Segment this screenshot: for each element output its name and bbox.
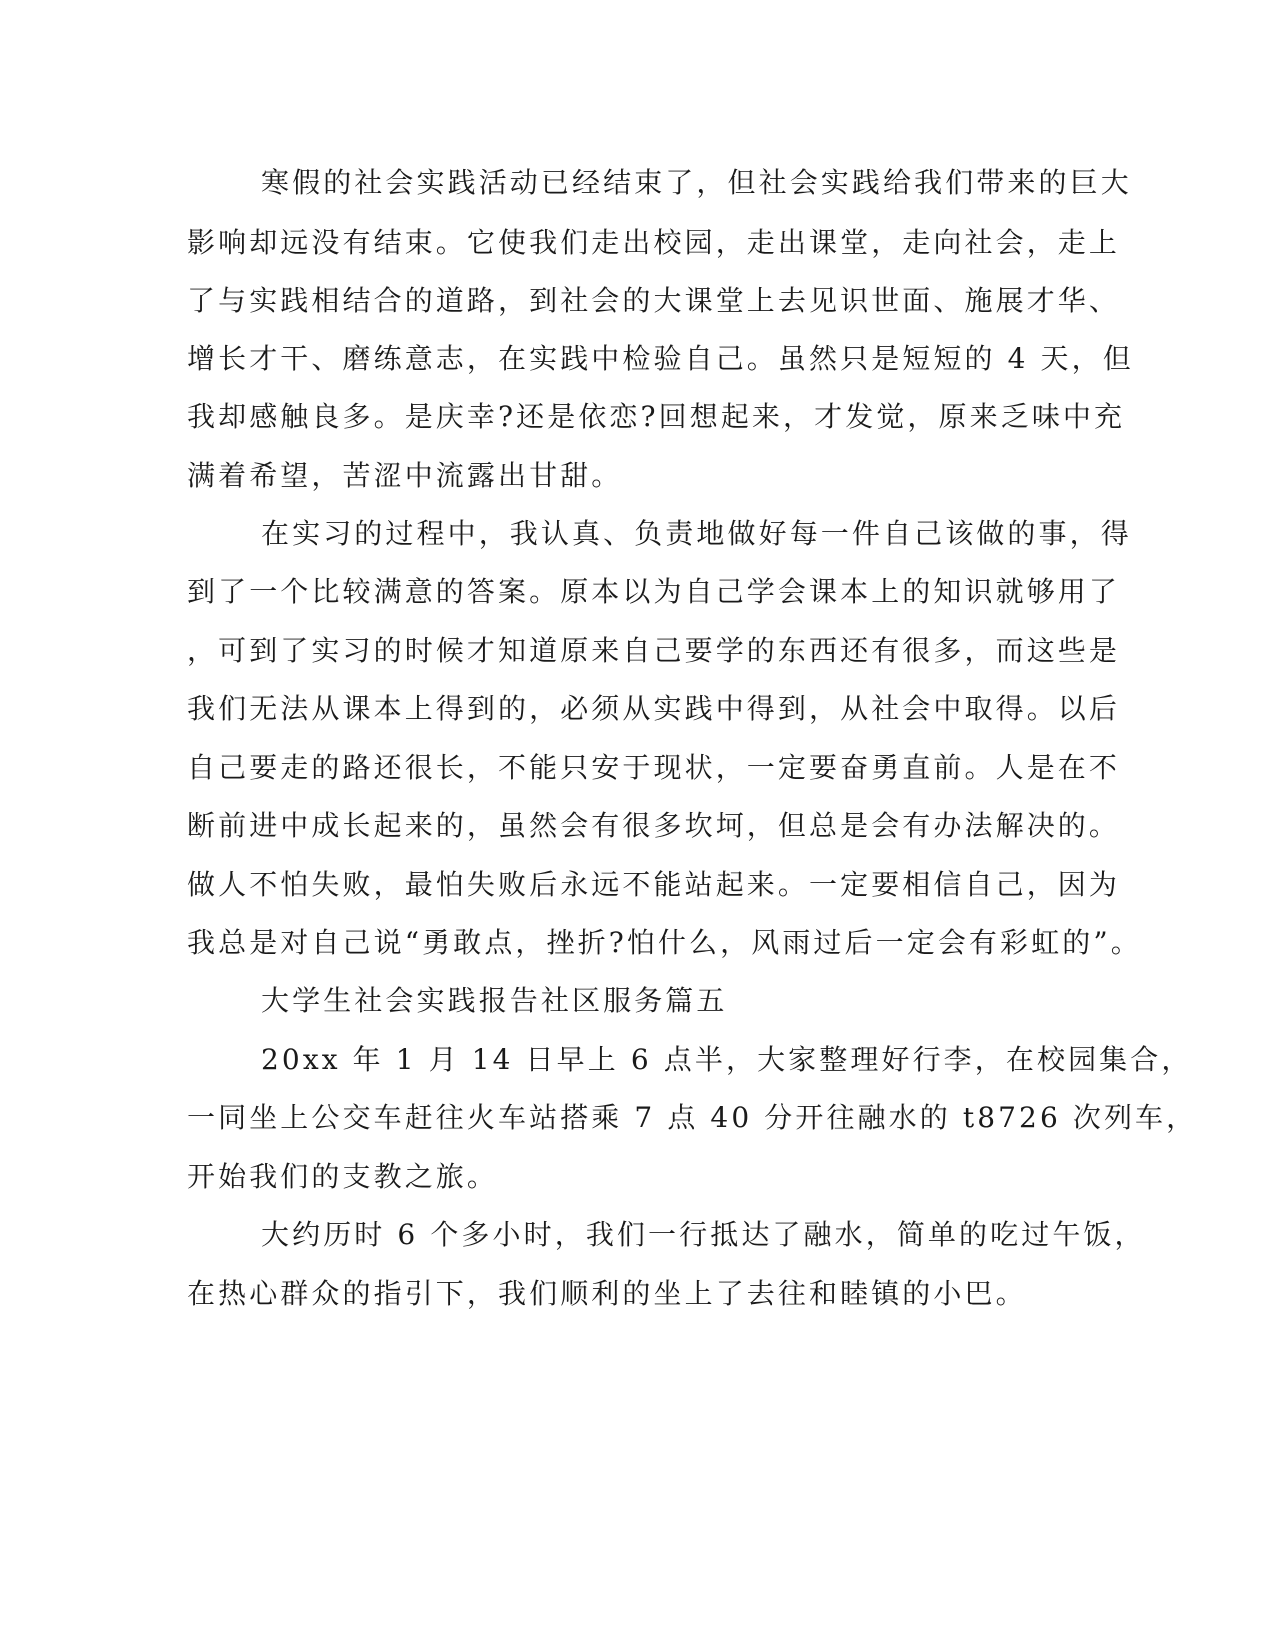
paragraph-2-line-7: 做人不怕失败，最怕失败后永远不能站起来。一定要相信自己，因为	[187, 868, 1121, 901]
paragraph-1-line-3: 了与实践相结合的道路，到社会的大课堂上去见识世面、施展才华、	[187, 284, 1121, 317]
paragraph-3-line-1: 20xx 年 1 月 14 日早上 6 点半，大家整理好行李，在校园集合，	[261, 1043, 1193, 1076]
paragraph-3-line-2: 一同坐上公交车赶往火车站搭乘 7 点 40 分开往融水的 t8726 次列车，	[187, 1101, 1198, 1134]
paragraph-1-line-2: 影响却远没有结束。它使我们走出校园，走出课堂，走向社会，走上	[187, 226, 1121, 259]
paragraph-1-line-5: 我却感触良多。是庆幸?还是依恋?回想起来，才发觉，原来乏味中充	[187, 400, 1126, 433]
paragraph-4-line-1: 大约历时 6 个多小时，我们一行抵达了融水，简单的吃过午饭，	[261, 1218, 1146, 1251]
paragraph-4-line-2: 在热心群众的指引下，我们顺利的坐上了去往和睦镇的小巴。	[187, 1277, 1027, 1310]
paragraph-1-line-6: 满着希望，苦涩中流露出甘甜。	[187, 459, 623, 492]
paragraph-2-line-5: 自己要走的路还很长，不能只安于现状，一定要奋勇直前。人是在不	[187, 751, 1121, 784]
paragraph-1-line-4: 增长才干、磨练意志，在实践中检验自己。虽然只是短短的 4 天，但	[187, 342, 1134, 375]
paragraph-1-line-1: 寒假的社会实践活动已经结束了，但社会实践给我们带来的巨大	[261, 166, 1132, 199]
paragraph-2-line-3: ，可到了实习的时候才知道原来自己要学的东西还有很多，而这些是	[187, 634, 1121, 667]
paragraph-2-line-4: 我们无法从课本上得到的，必须从实践中得到，从社会中取得。以后	[187, 692, 1121, 725]
paragraph-2-line-2: 到了一个比较满意的答案。原本以为自己学会课本上的知识就够用了	[187, 575, 1121, 608]
section-heading: 大学生社会实践报告社区服务篇五	[261, 984, 728, 1017]
paragraph-2-line-6: 断前进中成长起来的，虽然会有很多坎坷，但总是会有办法解决的。	[187, 809, 1121, 842]
paragraph-2-line-8: 我总是对自己说“勇敢点，挫折?怕什么，风雨过后一定会有彩虹的”。	[187, 926, 1142, 959]
paragraph-3-line-3: 开始我们的支教之旅。	[187, 1160, 499, 1193]
paragraph-2-line-1: 在实习的过程中，我认真、负责地做好每一件自己该做的事，得	[261, 517, 1132, 550]
